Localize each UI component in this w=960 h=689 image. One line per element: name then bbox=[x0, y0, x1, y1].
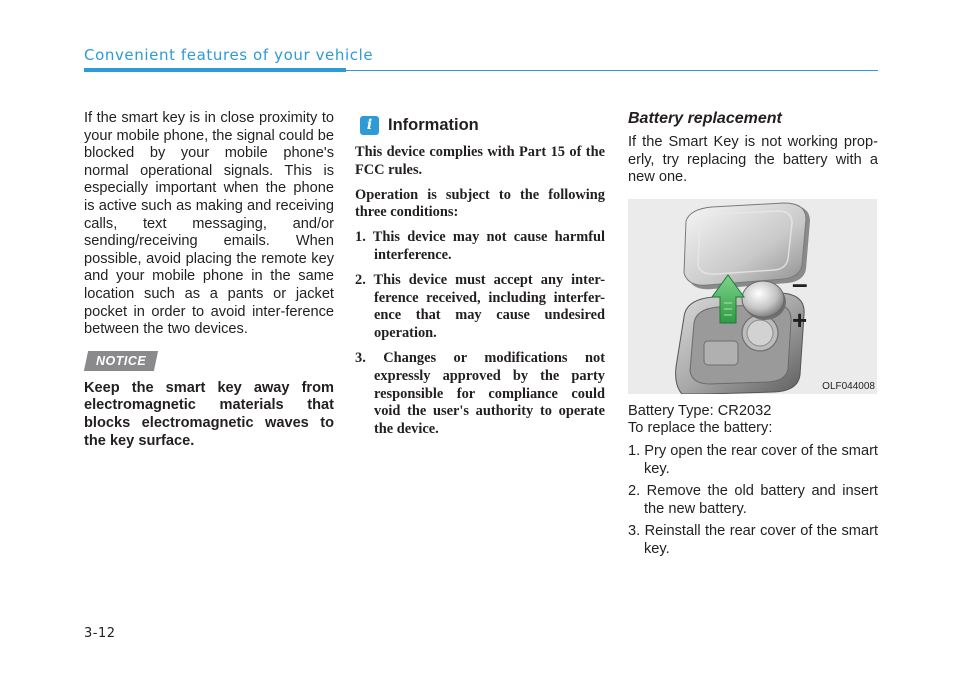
key-body bbox=[676, 293, 808, 394]
list-item: 2. Remove the old battery and insert the new battery. bbox=[628, 483, 878, 517]
notice-text: Keep the smart key away from electromagnetic materials that blocks electromagnetic waves to the key surface. bbox=[84, 379, 334, 449]
proximity-paragraph: If the smart key is in close proximity to your mobile phone, the signal could be blocked by your mobile phone's normal operational signals. This is especially important when the phone is active such as making and receiving calls, text messaging, and/or sending/receiving emails. When possible, avoid placing the remote key and your mobile phone in the same location such as a pants or jacket pocket in order to avoid inter-ference between the two devices. bbox=[84, 110, 334, 338]
left-column bbox=[84, 110, 334, 450]
information-heading bbox=[355, 113, 605, 137]
figure-code: OLF044008 bbox=[822, 380, 875, 392]
fcc-paragraph: This device complies with Part 15 of the FCC rules. bbox=[355, 144, 605, 178]
page-number: 3-12 bbox=[84, 626, 116, 641]
smart-key-illustration bbox=[628, 199, 877, 394]
header-bar bbox=[84, 68, 346, 72]
information-title: Information bbox=[388, 115, 479, 134]
header-title: Convenient features of your vehicle bbox=[84, 46, 374, 64]
header-rule bbox=[346, 70, 878, 71]
plus-sign: + bbox=[792, 304, 808, 335]
information-box bbox=[355, 110, 605, 446]
battery-intro: If the Smart Key is not working prop-erly, try replacing the battery with a new one. bbox=[628, 134, 878, 186]
information-body bbox=[355, 144, 605, 439]
minus-sign: – bbox=[792, 267, 808, 299]
notice-badge bbox=[84, 351, 158, 371]
right-column bbox=[628, 110, 878, 564]
info-icon: i bbox=[360, 116, 379, 135]
battery-replacement-heading: Battery replacement bbox=[628, 110, 782, 127]
replacement-steps bbox=[628, 443, 878, 559]
list-item: 1. This device may not cause harmful interference. bbox=[355, 229, 605, 263]
battery-type: Battery Type: CR2032 bbox=[628, 402, 772, 419]
list-item: 3. Reinstall the rear cover of the smart key. bbox=[628, 523, 878, 557]
list-item: 1. Pry open the rear cover of the smart key. bbox=[628, 442, 878, 477]
conditions-paragraph: Operation is subject to the following three conditions: bbox=[355, 186, 605, 221]
list-item: 3. Changes or modifications not expressly approved by the party responsible for compliance could void the user's authority to operate the device. bbox=[355, 349, 605, 438]
list-item: 2. This device must accept any inter-ference received, including interfer-ence that may cause undesired operation. bbox=[355, 271, 605, 342]
smart-key-battery-figure bbox=[628, 199, 877, 394]
replace-intro: To replace the battery: bbox=[628, 420, 773, 437]
notice-label: NOTICE bbox=[96, 353, 147, 368]
conditions-list bbox=[355, 229, 605, 439]
